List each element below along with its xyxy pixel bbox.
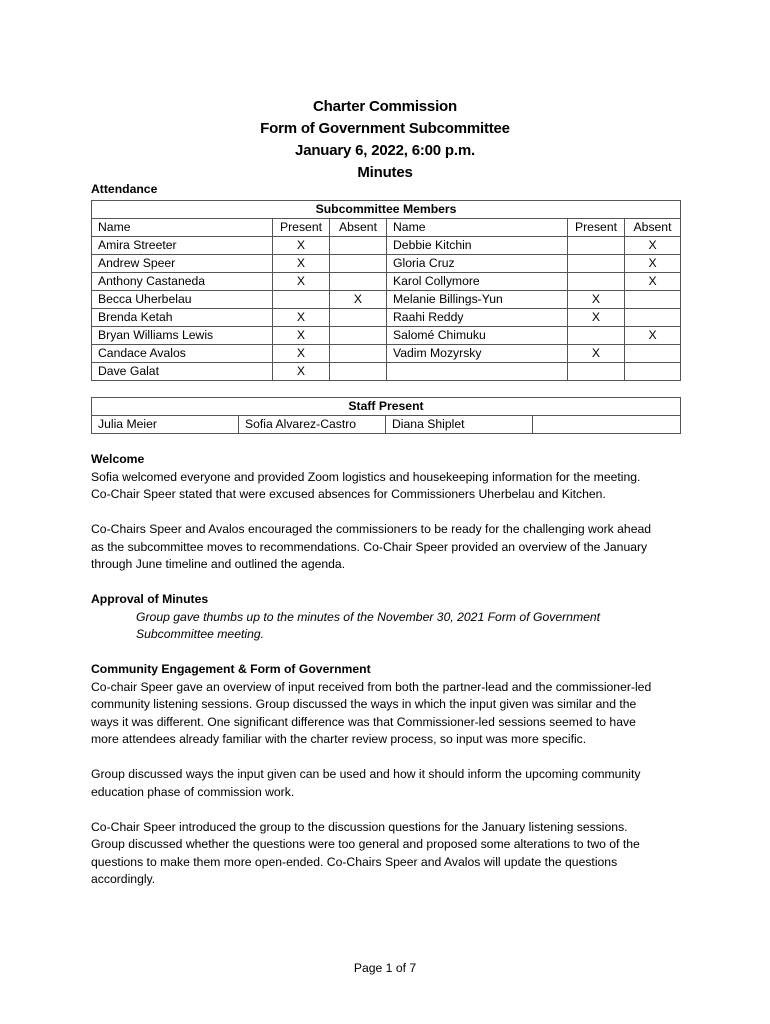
table-row	[92, 237, 681, 255]
staff-name: Julia Meier	[92, 416, 239, 434]
staff-name: Diana Shiplet	[386, 416, 533, 434]
member-name: Raahi Reddy	[387, 309, 568, 327]
present-mark	[568, 237, 625, 255]
table-row	[92, 363, 681, 381]
absent-mark	[330, 237, 387, 255]
col-header-name: Name	[92, 219, 273, 237]
table-row	[92, 327, 681, 345]
present-mark	[568, 273, 625, 291]
present-mark: X	[273, 273, 330, 291]
paragraph-line: Sofia welcomed everyone and provided Zoom logistics and housekeeping information for the meeting.	[91, 469, 641, 484]
paragraph-line: as the subcommittee moves to recommendations. Co-Chair Speer provided an overview of the January	[91, 539, 648, 554]
section-heading-welcome: Welcome	[91, 452, 145, 466]
staff-name	[533, 416, 681, 434]
absent-mark: X	[330, 291, 387, 309]
table-row	[92, 416, 681, 434]
absent-mark	[330, 363, 387, 381]
member-name: Amira Streeter	[92, 237, 273, 255]
absent-mark: X	[625, 327, 681, 345]
table-row	[92, 291, 681, 309]
paragraph-line: Co-chair Speer gave an overview of input received from both the partner-lead and the commissioner-led	[91, 679, 652, 694]
member-name: Vadim Mozyrsky	[387, 345, 568, 363]
present-mark: X	[273, 309, 330, 327]
member-name: Debbie Kitchin	[387, 237, 568, 255]
staff-name: Sofia Alvarez-Castro	[239, 416, 386, 434]
present-mark: X	[568, 345, 625, 363]
present-mark	[568, 255, 625, 273]
section-heading-community: Community Engagement & Form of Government	[91, 662, 371, 676]
table-row	[92, 309, 681, 327]
paragraph-line: through June timeline and outlined the agenda.	[91, 557, 346, 571]
member-name: Dave Galat	[92, 363, 273, 381]
paragraph-line: ways it was different. One significant difference was that Commissioner-led sessions seemed to have	[91, 714, 636, 729]
paragraph-line: more attendees already familiar with the charter review process, so input was more specific.	[91, 732, 587, 746]
minutes-body	[91, 451, 691, 889]
table-row	[92, 273, 681, 291]
absent-mark: X	[625, 255, 681, 273]
page-number: Page 1 of 7	[353, 961, 417, 975]
member-name	[387, 363, 568, 381]
member-name: Anthony Castaneda	[92, 273, 273, 291]
absent-mark: X	[625, 273, 681, 291]
title-line-1: Charter Commission	[313, 98, 457, 115]
paragraph-line: Group discussed ways the input given can be used and how it should inform the upcoming community	[91, 767, 641, 781]
present-mark	[273, 291, 330, 309]
member-name: Karol Collymore	[387, 273, 568, 291]
document-title	[0, 96, 770, 184]
staff-table	[91, 397, 681, 434]
paragraph-line: Co-Chair Speer introduced the group to the discussion questions for the January listening sessions.	[91, 819, 628, 834]
present-mark	[568, 363, 625, 381]
absent-mark: X	[625, 237, 681, 255]
paragraph-line: Group discussed whether the questions were too general and proposed some alterations to two of the	[91, 837, 640, 851]
paragraph-line: education phase of commission work.	[91, 784, 295, 799]
title-line-4: Minutes	[357, 164, 413, 181]
member-name: Melanie Billings-Yun	[387, 291, 568, 309]
absent-mark	[330, 273, 387, 291]
col-header-absent: Absent	[625, 219, 681, 237]
staff-table-title: Staff Present	[92, 398, 681, 416]
present-mark: X	[273, 345, 330, 363]
absent-mark	[330, 255, 387, 273]
member-name: Brenda Ketah	[92, 309, 273, 327]
paragraph-line: Co-Chair Speer stated that were excused absences for Commissioners Uherbelau and Kitchen.	[91, 487, 606, 501]
paragraph-line: Subcommittee meeting.	[136, 627, 265, 641]
present-mark	[568, 327, 625, 345]
present-mark: X	[273, 327, 330, 345]
present-mark: X	[568, 309, 625, 327]
absent-mark	[330, 327, 387, 345]
col-header-present: Present	[568, 219, 625, 237]
paragraph-line: community listening sessions. Group discussed the ways in which the input given was similar and the	[91, 697, 637, 711]
present-mark: X	[273, 255, 330, 273]
absent-mark	[625, 345, 681, 363]
paragraph-line: questions to make them more open-ended. Co-Chairs Speer and Avalos will update the questions	[91, 854, 618, 869]
section-heading-approval: Approval of Minutes	[91, 592, 209, 606]
table-row	[92, 255, 681, 273]
absent-mark	[625, 309, 681, 327]
absent-mark	[625, 363, 681, 381]
title-line-3: January 6, 2022, 6:00 p.m.	[295, 142, 475, 159]
present-mark: X	[568, 291, 625, 309]
members-header-row	[92, 219, 681, 237]
members-table-title: Subcommittee Members	[92, 201, 681, 219]
member-name: Andrew Speer	[92, 255, 273, 273]
attendance-heading: Attendance	[91, 182, 158, 196]
paragraph-line: Co-Chairs Speer and Avalos encouraged the commissioners to be ready for the challenging work ahead	[91, 522, 652, 536]
col-header-absent: Absent	[330, 219, 387, 237]
members-table	[91, 200, 681, 381]
present-mark: X	[273, 363, 330, 381]
present-mark: X	[273, 237, 330, 255]
member-name: Bryan Williams Lewis	[92, 327, 273, 345]
title-line-2: Form of Government Subcommittee	[260, 120, 510, 137]
absent-mark	[330, 309, 387, 327]
member-name: Gloria Cruz	[387, 255, 568, 273]
member-name: Salomé Chimuku	[387, 327, 568, 345]
table-row	[92, 345, 681, 363]
absent-mark	[330, 345, 387, 363]
col-header-name: Name	[387, 219, 568, 237]
paragraph-line: Group gave thumbs up to the minutes of the November 30, 2021 Form of Government	[136, 609, 601, 624]
paragraph-line: accordingly.	[91, 872, 156, 886]
col-header-present: Present	[273, 219, 330, 237]
member-name: Becca Uherbelau	[92, 291, 273, 309]
absent-mark	[625, 291, 681, 309]
member-name: Candace Avalos	[92, 345, 273, 363]
